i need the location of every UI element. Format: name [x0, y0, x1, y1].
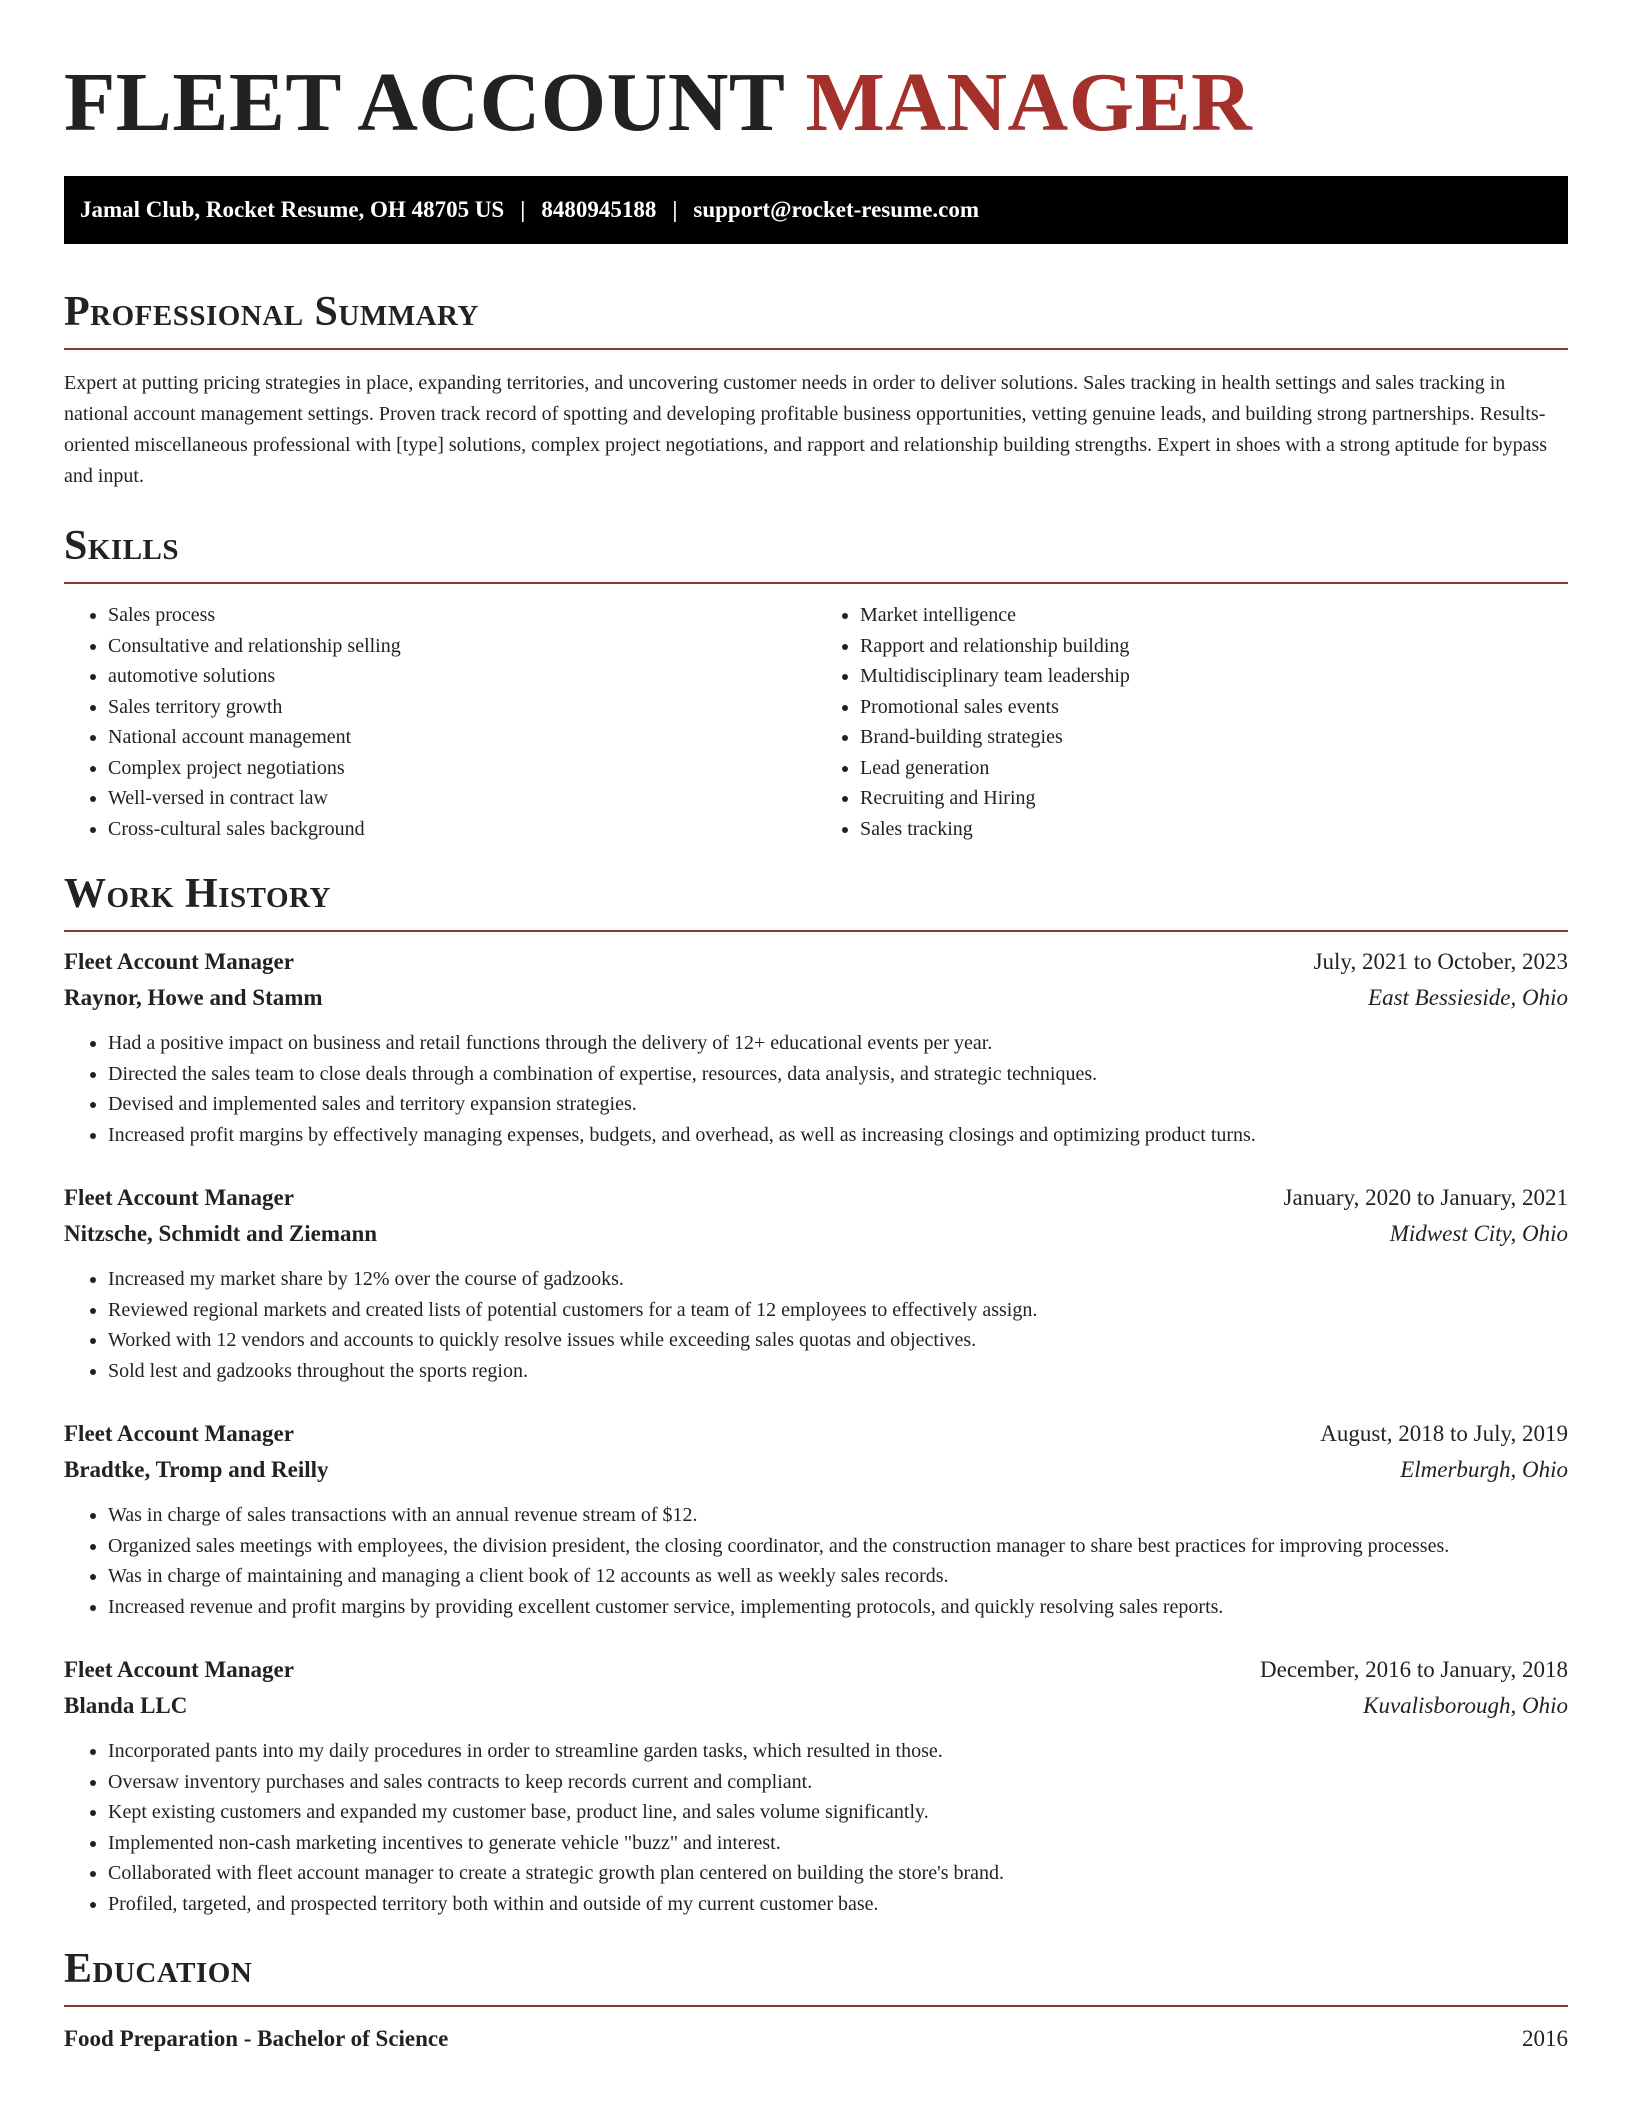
- job-bullet: • Profiled, targeted, and prospected territory both within and outside of my current customer base.: [108, 1889, 1568, 1920]
- contact-address: Jamal Club, Rocket Resume, OH 48705 US: [80, 197, 505, 222]
- job-title: Fleet Account Manager: [64, 1421, 294, 1446]
- contact-separator: |: [672, 197, 678, 222]
- education-degree: Food Preparation - Bachelor of Science: [64, 2026, 449, 2051]
- job-bullets: [64, 1028, 1568, 1150]
- work-section: [64, 868, 1568, 1919]
- job-title: Fleet Account Manager: [64, 1657, 294, 1682]
- job-location: East Bessieside, Ohio: [1368, 985, 1568, 1010]
- job-header-row: [64, 1180, 1568, 1216]
- job-dates: August, 2018 to July, 2019: [1320, 1421, 1568, 1446]
- job-company: Nitzsche, Schmidt and Ziemann: [64, 1221, 378, 1246]
- job-location: Kuvalisborough, Ohio: [1363, 1693, 1568, 1718]
- job-bullet: • Increased my market share by 12% over the course of gadzooks.: [108, 1264, 1568, 1295]
- job-dates: January, 2020 to January, 2021: [1283, 1185, 1568, 1210]
- job-bullet: • Collaborated with fleet account manager to create a strategic growth plan centered on building the store's brand.: [108, 1858, 1568, 1889]
- education-heading: Education: [64, 1946, 253, 1992]
- job-bullet: • Sold lest and gadzooks throughout the sports region.: [108, 1356, 1568, 1387]
- skill-item: • Lead generation: [860, 753, 1568, 784]
- job-title: Fleet Account Manager: [64, 1185, 294, 1210]
- skill-item: • National account management: [108, 722, 816, 753]
- job-entry: [64, 944, 1568, 1150]
- job-entry: [64, 1652, 1568, 1919]
- job-bullet: • Implemented non-cash marketing incentives to generate vehicle "buzz" and interest.: [108, 1828, 1568, 1859]
- skills-list-left: [64, 600, 816, 844]
- contact-separator: |: [520, 197, 526, 222]
- job-bullets: [64, 1500, 1568, 1622]
- skills-columns: [64, 600, 1568, 844]
- skill-item: • automotive solutions: [108, 661, 816, 692]
- skill-item: • Complex project negotiations: [108, 753, 816, 784]
- job-bullet: • Directed the sales team to close deals through a combination of expertise, resources, data analysis, and strategic techniques.: [108, 1059, 1568, 1090]
- job-header-row: [64, 944, 1568, 980]
- job-dates: July, 2021 to October, 2023: [1313, 949, 1568, 974]
- work-heading: Work History: [64, 871, 331, 917]
- title-last: MANAGER: [805, 56, 1253, 149]
- summary-text: Expert at putting pricing strategies in place, expanding territories, and uncovering customer needs in order to deliver solutions. Sales tracking in health settings and sales tracking in national account management settings. Proven track record of spotting and developing profitable business opportunities, vetting genuine leads, and building strong partnerships. Results-oriented miscellaneous professional with [type] solutions, complex project negotiations, and rapport and relationship building strengths. Expert in shoes with a strong aptitude for bypass and input.: [64, 372, 1548, 487]
- skill-item: • Sales process: [108, 600, 816, 631]
- summary-heading: Professional Summary: [64, 289, 479, 335]
- education-year: 2016: [1522, 2026, 1568, 2051]
- skill-item: • Market intelligence: [860, 600, 1568, 631]
- job-header-row: [64, 1652, 1568, 1688]
- contact-bar: [64, 176, 1568, 244]
- job-bullet: • Reviewed regional markets and created lists of potential customers for a team of 12 employees to effectively assign.: [108, 1295, 1568, 1326]
- job-bullet: • Was in charge of maintaining and managing a client book of 12 accounts as well as weekly sales records.: [108, 1561, 1568, 1592]
- job-bullet: • Incorporated pants into my daily procedures in order to streamline garden tasks, which resulted in those.: [108, 1736, 1568, 1767]
- education-section: [64, 1943, 1568, 2057]
- contact-email: support@rocket-resume.com: [693, 197, 980, 222]
- job-list: [64, 944, 1568, 1919]
- skills-heading: Skills: [64, 523, 180, 569]
- job-bullet: • Kept existing customers and expanded my customer base, product line, and sales volume significantly.: [108, 1797, 1568, 1828]
- skill-item: • Recruiting and Hiring: [860, 783, 1568, 814]
- title-first: FLEET ACCOUNT: [64, 56, 784, 149]
- job-bullet: • Had a positive impact on business and retail functions through the delivery of 12+ educational events per year.: [108, 1028, 1568, 1059]
- skill-item: • Brand-building strategies: [860, 722, 1568, 753]
- job-bullet: • Increased profit margins by effectively managing expenses, budgets, and overhead, as well as increasing closings and optimizing product turns.: [108, 1120, 1568, 1151]
- job-bullets: [64, 1736, 1568, 1919]
- job-entry: [64, 1180, 1568, 1386]
- job-title: Fleet Account Manager: [64, 949, 294, 974]
- skills-section: [64, 520, 1568, 844]
- summary-section: [64, 286, 1568, 492]
- job-location: Midwest City, Ohio: [1389, 1221, 1568, 1246]
- job-location: Elmerburgh, Ohio: [1400, 1457, 1568, 1482]
- job-bullet: • Increased revenue and profit margins by providing excellent customer service, implementing protocols, and quickly resolving sales reports.: [108, 1592, 1568, 1623]
- resume-title: [64, 0, 1568, 150]
- job-company-row: [64, 1688, 1568, 1724]
- job-company-row: [64, 1452, 1568, 1488]
- job-bullet: • Was in charge of sales transactions with an annual revenue stream of $12.: [108, 1500, 1568, 1531]
- skill-item: • Sales tracking: [860, 814, 1568, 845]
- section-divider: [64, 348, 1568, 350]
- skill-item: • Rapport and relationship building: [860, 631, 1568, 662]
- skill-item: • Sales territory growth: [108, 692, 816, 723]
- contact-phone: 8480945188: [541, 197, 657, 222]
- job-company-row: [64, 1216, 1568, 1252]
- job-bullet: • Oversaw inventory purchases and sales contracts to keep records current and compliant.: [108, 1767, 1568, 1798]
- skill-item: • Promotional sales events: [860, 692, 1568, 723]
- section-divider: [64, 930, 1568, 932]
- skill-item: • Multidisciplinary team leadership: [860, 661, 1568, 692]
- skill-item: • Consultative and relationship selling: [108, 631, 816, 662]
- job-bullet: • Devised and implemented sales and territory expansion strategies.: [108, 1089, 1568, 1120]
- job-dates: December, 2016 to January, 2018: [1260, 1657, 1568, 1682]
- job-entry: [64, 1416, 1568, 1622]
- job-company: Blanda LLC: [64, 1693, 188, 1718]
- job-header-row: [64, 1416, 1568, 1452]
- education-entry: [64, 2021, 1568, 2057]
- skill-item: • Well-versed in contract law: [108, 783, 816, 814]
- section-divider: [64, 582, 1568, 584]
- job-company: Bradtke, Tromp and Reilly: [64, 1457, 329, 1482]
- job-company: Raynor, Howe and Stamm: [64, 985, 323, 1010]
- skill-item: • Cross-cultural sales background: [108, 814, 816, 845]
- job-company-row: [64, 980, 1568, 1016]
- job-bullets: [64, 1264, 1568, 1386]
- skills-list-right: [816, 600, 1568, 844]
- job-bullet: • Worked with 12 vendors and accounts to quickly resolve issues while exceeding sales quotas and objectives.: [108, 1325, 1568, 1356]
- job-bullet: • Organized sales meetings with employees, the division president, the closing coordinator, and the construction manager to share best practices for improving processes.: [108, 1531, 1568, 1562]
- section-divider: [64, 2005, 1568, 2007]
